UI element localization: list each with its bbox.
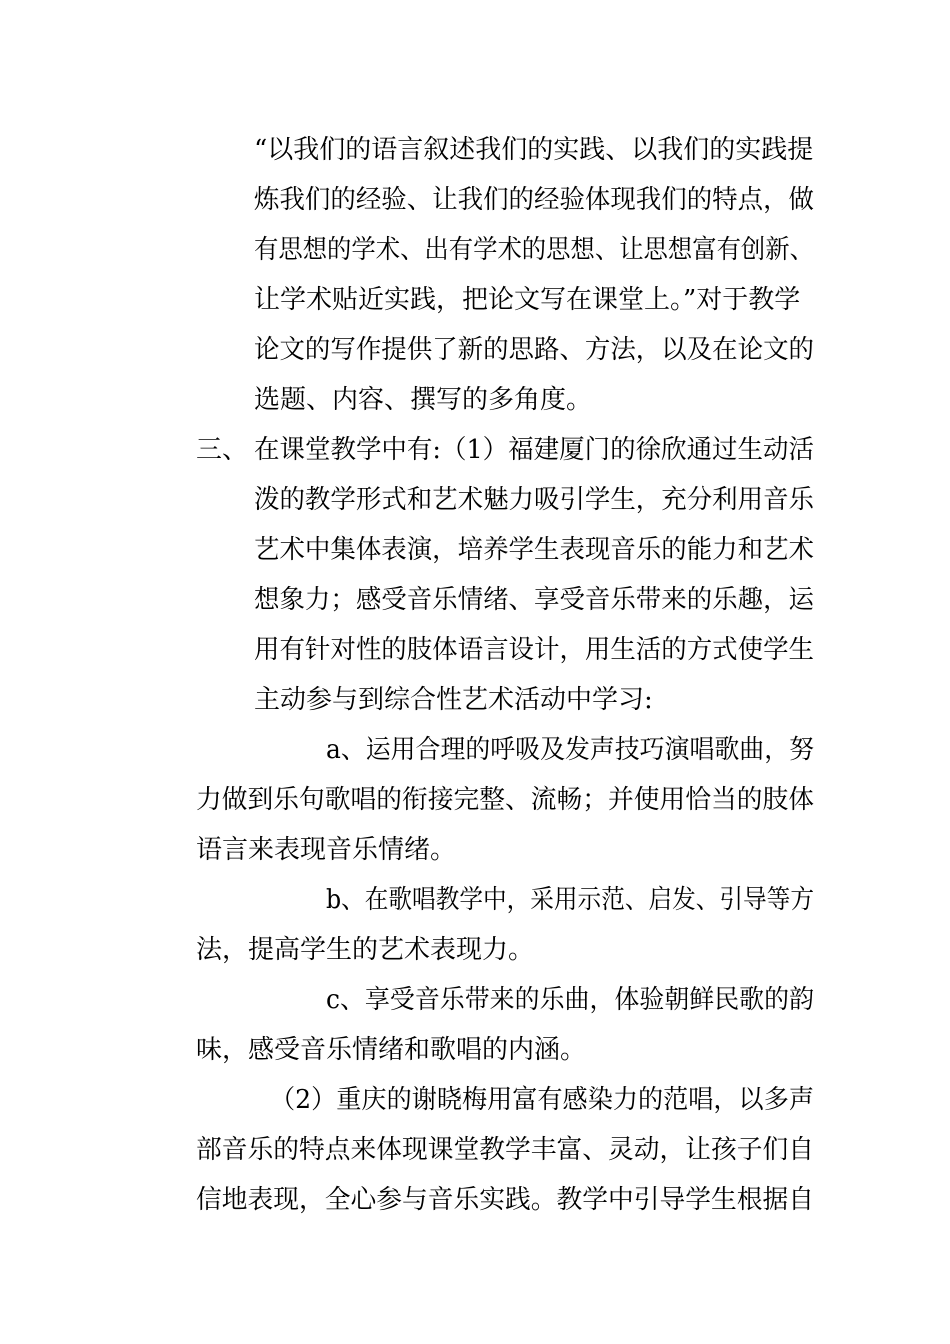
text-line: 信地表现，全心参与音乐实践。教学中引导学生根据自 xyxy=(196,1185,815,1215)
section-number: 三、 xyxy=(196,435,249,465)
text-line: 艺术中集体表演，培养学生表现音乐的能力和艺术 xyxy=(254,535,815,565)
text-line: 语言来表现音乐情绪。 xyxy=(196,835,457,865)
text-line: 论文的写作提供了新的思路、方法，以及在论文的 xyxy=(254,335,815,365)
text-line: 用有针对性的肢体语言设计，用生活的方式使学生 xyxy=(254,635,815,665)
text-line: 想象力；感受音乐情绪、享受音乐带来的乐趣，运 xyxy=(254,585,815,615)
text-line: 让学术贴近实践，把论文写在课堂上。”对于教学 xyxy=(254,285,801,315)
text-line: a、运用合理的呼吸及发声技巧演唱歌曲，努 xyxy=(326,735,815,765)
text-line: c、享受音乐带来的乐曲，体验朝鲜民歌的韵 xyxy=(326,985,815,1015)
text-line: 味，感受音乐情绪和歌唱的内涵。 xyxy=(196,1035,587,1065)
text-line: 泼的教学形式和艺术魅力吸引学生，充分利用音乐 xyxy=(254,485,815,515)
text-line: “以我们的语言叙述我们的实践、以我们的实践提 xyxy=(254,135,814,165)
text-line: （2）重庆的谢晓梅用富有感染力的范唱，以多声 xyxy=(270,1085,814,1115)
text-line: 法，提高学生的艺术表现力。 xyxy=(196,935,535,965)
text-line: 力做到乐句歌唱的衔接完整、流畅；并使用恰当的肢体 xyxy=(196,785,815,815)
text-line: 主动参与到综合性艺术活动中学习: xyxy=(254,685,653,715)
text-line: 选题、内容、撰写的多角度。 xyxy=(254,385,593,415)
text-line: b、在歌唱教学中，采用示范、启发、引导等方 xyxy=(326,885,814,915)
text-line: 炼我们的经验、让我们的经验体现我们的特点，做 xyxy=(254,185,815,215)
text-line: 有思想的学术、出有学术的思想、让思想富有创新、 xyxy=(254,235,814,265)
text-line: 在课堂教学中有:（1）福建厦门的徐欣通过生动活 xyxy=(254,435,815,465)
text-line: 部音乐的特点来体现课堂教学丰富、灵动，让孩子们自 xyxy=(196,1135,815,1165)
